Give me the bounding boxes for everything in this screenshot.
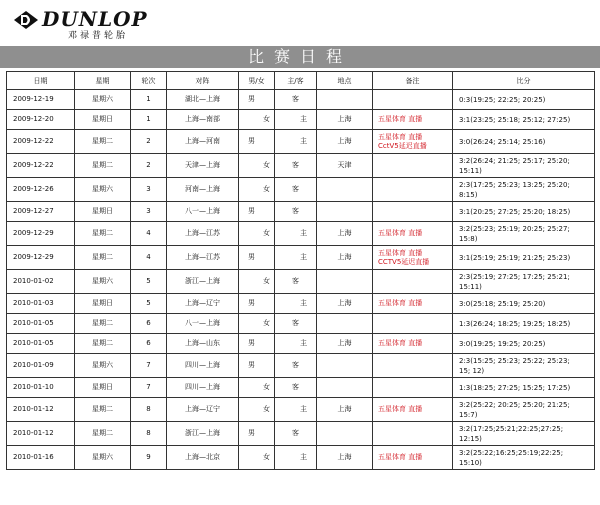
score-cell [453, 398, 595, 422]
date-cell: 2009-12-19 [7, 90, 75, 110]
match-cell: 上海—河南 [167, 130, 239, 154]
gender-cell: 女 [239, 222, 275, 246]
note-cell [373, 314, 453, 334]
header-home-away: 主/客 [275, 72, 317, 90]
score-line: 15:11) [459, 282, 482, 291]
gender-cell: 男 [239, 130, 275, 154]
note-line: 五星体育 直播 [378, 248, 423, 257]
header-weekday: 星期 [75, 72, 131, 90]
date-cell: 2009-12-26 [7, 178, 75, 202]
match-cell: 天津—上海 [167, 154, 239, 178]
score-cell [453, 178, 595, 202]
header-row [7, 72, 595, 90]
score-line: 2:3(15:25; 25:23; 25:22; 25:23; [459, 356, 570, 365]
date-cell: 2010-01-16 [7, 446, 75, 470]
venue-cell: 上海 [317, 222, 373, 246]
score-line: 3:0(19:25; 19:25; 20:25) [459, 339, 546, 348]
weekday-cell: 星期二 [75, 334, 131, 354]
score-cell [453, 154, 595, 178]
date-cell: 2009-12-22 [7, 130, 75, 154]
note-line: 五星体育 直播 [378, 453, 423, 461]
dunlop-logo [12, 8, 172, 44]
match-cell: 河南—上海 [167, 178, 239, 202]
note-line: 五星体育 直播 [378, 132, 423, 141]
gender-cell: 男 [239, 90, 275, 110]
score-line: 15:8) [459, 234, 478, 243]
round-cell: 4 [131, 222, 167, 246]
note-line: CctV5延迟直播 [378, 141, 427, 150]
venue-cell: 上海 [317, 398, 373, 422]
date-cell: 2010-01-02 [7, 270, 75, 294]
header-note: 备注 [373, 72, 453, 90]
score-line: 3:0(25:18; 25:19; 25:20) [459, 299, 546, 308]
score-cell [453, 90, 595, 110]
table-row [7, 154, 595, 178]
score-line: 1:3(26:24; 18:25; 19:25; 18:25) [459, 319, 571, 328]
venue-cell: 上海 [317, 110, 373, 130]
weekday-cell: 星期日 [75, 110, 131, 130]
note-cell [373, 178, 453, 202]
score-cell [453, 202, 595, 222]
weekday-cell: 星期二 [75, 222, 131, 246]
round-cell: 2 [131, 154, 167, 178]
note-line: 五星体育 直播 [378, 229, 423, 237]
venue-cell [317, 202, 373, 222]
note-cell [373, 398, 453, 422]
header-round: 轮次 [131, 72, 167, 90]
date-cell: 2009-12-20 [7, 110, 75, 130]
match-cell: 四川—上海 [167, 378, 239, 398]
match-cell: 上海—江苏 [167, 246, 239, 270]
dunlop-flying-d-icon [12, 10, 40, 30]
gender-cell: 男 [239, 246, 275, 270]
venue-cell [317, 314, 373, 334]
venue-cell: 天津 [317, 154, 373, 178]
match-cell: 上海—南部 [167, 110, 239, 130]
note-cell [373, 154, 453, 178]
match-cell: 上海—辽宁 [167, 294, 239, 314]
score-line: 3:0(26:24; 25:14; 25:16) [459, 137, 546, 146]
note-line: CCTV5延迟直播 [378, 257, 430, 266]
score-line: 3:2(25:22;16:25;25:19;22:25; [459, 448, 564, 457]
note-cell [373, 90, 453, 110]
table-row [7, 130, 595, 154]
table-row [7, 334, 595, 354]
match-cell: 四川—上海 [167, 354, 239, 378]
date-cell: 2010-01-05 [7, 334, 75, 354]
score-line: 8:15) [459, 190, 478, 199]
score-cell [453, 130, 595, 154]
venue-cell [317, 90, 373, 110]
note-cell [373, 446, 453, 470]
gender-cell: 女 [239, 398, 275, 422]
note-line: 五星体育 直播 [378, 115, 423, 123]
score-line: 15:10) [459, 458, 482, 467]
round-cell: 7 [131, 354, 167, 378]
home-away-cell: 主 [275, 110, 317, 130]
weekday-cell: 星期六 [75, 90, 131, 110]
round-cell: 8 [131, 398, 167, 422]
schedule-banner: 比赛日程 [0, 46, 600, 68]
table-row [7, 378, 595, 398]
weekday-cell: 星期日 [75, 378, 131, 398]
gender-cell: 女 [239, 446, 275, 470]
match-cell: 上海—辽宁 [167, 398, 239, 422]
round-cell: 3 [131, 178, 167, 202]
note-cell [373, 334, 453, 354]
score-line: 2:3(17:25; 25:23; 13:25; 25:20; [459, 180, 570, 189]
venue-cell: 上海 [317, 130, 373, 154]
round-cell: 2 [131, 130, 167, 154]
table-row [7, 446, 595, 470]
score-line: 3:1(25:19; 25:19; 21:25; 25:23) [459, 253, 571, 262]
score-cell [453, 354, 595, 378]
weekday-cell: 星期二 [75, 422, 131, 446]
home-away-cell: 客 [275, 270, 317, 294]
score-cell [453, 334, 595, 354]
note-cell [373, 222, 453, 246]
home-away-cell: 主 [275, 446, 317, 470]
date-cell: 2009-12-29 [7, 246, 75, 270]
home-away-cell: 客 [275, 154, 317, 178]
round-cell: 3 [131, 202, 167, 222]
score-line: 3:2(25:22; 20:25; 25:20; 21:25; [459, 400, 570, 409]
score-line: 1:3(18:25; 27:25; 15:25; 17:25) [459, 383, 571, 392]
home-away-cell: 客 [275, 422, 317, 446]
weekday-cell: 星期二 [75, 398, 131, 422]
date-cell: 2010-01-05 [7, 314, 75, 334]
note-cell [373, 294, 453, 314]
gender-cell: 女 [239, 378, 275, 398]
brand-name: DUNLOP [42, 7, 148, 31]
gender-cell: 女 [239, 314, 275, 334]
weekday-cell: 星期二 [75, 154, 131, 178]
match-cell: 浙江—上海 [167, 270, 239, 294]
venue-cell [317, 270, 373, 294]
round-cell: 7 [131, 378, 167, 398]
header-venue: 地点 [317, 72, 373, 90]
table-row [7, 294, 595, 314]
gender-cell: 女 [239, 270, 275, 294]
table-row [7, 354, 595, 378]
round-cell: 6 [131, 334, 167, 354]
weekday-cell: 星期六 [75, 270, 131, 294]
match-cell: 上海—江苏 [167, 222, 239, 246]
note-line: 五星体育 直播 [378, 339, 423, 347]
score-line: 12:15) [459, 434, 482, 443]
score-cell [453, 246, 595, 270]
score-line: 3:1(20:25; 27:25; 25:20; 18:25) [459, 207, 571, 216]
note-line: 五星体育 直播 [378, 299, 423, 307]
home-away-cell: 主 [275, 398, 317, 422]
match-cell: 上海—山东 [167, 334, 239, 354]
match-cell: 八一—上海 [167, 314, 239, 334]
note-cell [373, 354, 453, 378]
weekday-cell: 星期六 [75, 178, 131, 202]
score-line: 15:11) [459, 166, 482, 175]
header-match: 对阵 [167, 72, 239, 90]
score-cell [453, 446, 595, 470]
table-row [7, 314, 595, 334]
header-gender: 男/女 [239, 72, 275, 90]
table-row [7, 422, 595, 446]
venue-cell [317, 178, 373, 202]
home-away-cell: 主 [275, 334, 317, 354]
venue-cell [317, 378, 373, 398]
header-date: 日期 [7, 72, 75, 90]
weekday-cell: 星期二 [75, 246, 131, 270]
match-cell: 浙江—上海 [167, 422, 239, 446]
venue-cell: 上海 [317, 246, 373, 270]
venue-cell [317, 422, 373, 446]
home-away-cell: 客 [275, 178, 317, 202]
table-row [7, 246, 595, 270]
table-row [7, 90, 595, 110]
score-line: 3:1(23:25; 25:18; 25:12; 27:25) [459, 115, 571, 124]
score-cell [453, 378, 595, 398]
round-cell: 4 [131, 246, 167, 270]
score-line: 2:3(25:19; 27:25; 17:25; 25:21; [459, 272, 570, 281]
score-cell [453, 422, 595, 446]
date-cell: 2010-01-10 [7, 378, 75, 398]
note-cell [373, 422, 453, 446]
score-cell [453, 314, 595, 334]
date-cell: 2010-01-12 [7, 398, 75, 422]
round-cell: 8 [131, 422, 167, 446]
round-cell: 5 [131, 270, 167, 294]
note-line: 五星体育 直播 [378, 405, 423, 413]
score-line: 3:2(25:23; 25:19; 20:25; 25:27; [459, 224, 570, 233]
table-row [7, 398, 595, 422]
note-cell [373, 202, 453, 222]
score-cell [453, 270, 595, 294]
home-away-cell: 主 [275, 130, 317, 154]
date-cell: 2010-01-03 [7, 294, 75, 314]
match-cell: 八一—上海 [167, 202, 239, 222]
home-away-cell: 主 [275, 246, 317, 270]
venue-cell [317, 354, 373, 378]
gender-cell: 男 [239, 294, 275, 314]
header-score: 比分 [453, 72, 595, 90]
score-line: 15:7) [459, 410, 478, 419]
brand-subtitle: 邓禄普轮胎 [68, 31, 129, 41]
home-away-cell: 客 [275, 314, 317, 334]
weekday-cell: 星期日 [75, 202, 131, 222]
gender-cell: 男 [239, 202, 275, 222]
score-line: 3:2(26:24; 21:25; 25:17; 25:20; [459, 156, 570, 165]
date-cell: 2009-12-29 [7, 222, 75, 246]
venue-cell: 上海 [317, 446, 373, 470]
date-cell: 2009-12-27 [7, 202, 75, 222]
score-line: 0:3(19:25; 22:25; 20:25) [459, 95, 546, 104]
weekday-cell: 星期二 [75, 130, 131, 154]
round-cell: 1 [131, 90, 167, 110]
schedule-table [6, 71, 595, 470]
home-away-cell: 客 [275, 90, 317, 110]
table-row [7, 110, 595, 130]
gender-cell: 男 [239, 422, 275, 446]
home-away-cell: 客 [275, 378, 317, 398]
match-cell: 湖北—上海 [167, 90, 239, 110]
home-away-cell: 主 [275, 294, 317, 314]
date-cell: 2010-01-09 [7, 354, 75, 378]
table-row [7, 270, 595, 294]
match-cell: 上海—北京 [167, 446, 239, 470]
score-line: 15; 12) [459, 366, 485, 375]
venue-cell: 上海 [317, 334, 373, 354]
home-away-cell: 客 [275, 354, 317, 378]
note-cell [373, 270, 453, 294]
gender-cell: 女 [239, 110, 275, 130]
table-row [7, 222, 595, 246]
home-away-cell: 客 [275, 202, 317, 222]
round-cell: 6 [131, 314, 167, 334]
gender-cell: 女 [239, 154, 275, 178]
weekday-cell: 星期二 [75, 314, 131, 334]
weekday-cell: 星期六 [75, 354, 131, 378]
venue-cell: 上海 [317, 294, 373, 314]
note-cell [373, 246, 453, 270]
gender-cell: 男 [239, 334, 275, 354]
score-cell [453, 294, 595, 314]
score-cell [453, 110, 595, 130]
note-cell [373, 110, 453, 130]
gender-cell: 女 [239, 178, 275, 202]
date-cell: 2010-01-12 [7, 422, 75, 446]
round-cell: 9 [131, 446, 167, 470]
round-cell: 1 [131, 110, 167, 130]
date-cell: 2009-12-22 [7, 154, 75, 178]
home-away-cell: 主 [275, 222, 317, 246]
weekday-cell: 星期六 [75, 446, 131, 470]
note-cell [373, 130, 453, 154]
score-line: 3:2(17:25;25:21;22:25;27:25; [459, 424, 564, 433]
gender-cell: 男 [239, 354, 275, 378]
table-row [7, 178, 595, 202]
score-cell [453, 222, 595, 246]
table-row [7, 202, 595, 222]
weekday-cell: 星期日 [75, 294, 131, 314]
round-cell: 5 [131, 294, 167, 314]
note-cell [373, 378, 453, 398]
